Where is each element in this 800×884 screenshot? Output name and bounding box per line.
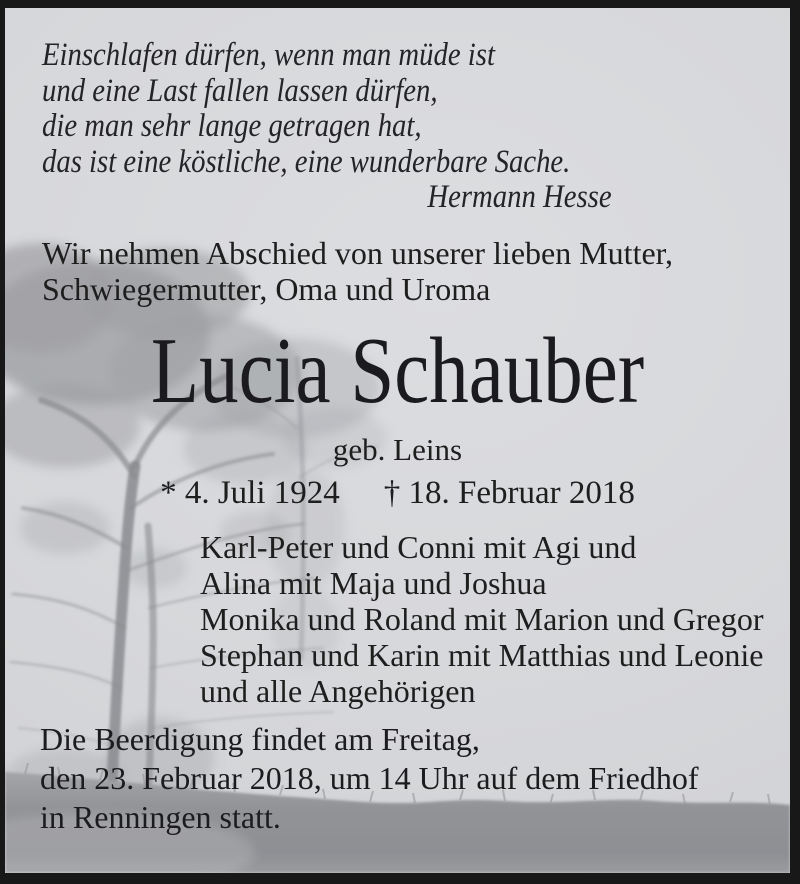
quote-line: die man sehr lange getragen hat, — [42, 108, 422, 144]
deceased-name: Lucia Schauber — [150, 319, 645, 423]
mourner-line: Monika und Roland mit Marion und Gregor — [200, 601, 764, 637]
notice-paper — [5, 8, 790, 873]
funeral-line: in Renningen statt. — [40, 799, 281, 835]
quote-block — [42, 38, 612, 216]
death-date: † 18. Februar 2018 — [383, 475, 635, 511]
notice-content — [5, 8, 790, 873]
mourner-line: Karl-Peter und Conni mit Agi und — [200, 529, 637, 565]
maiden-name: geb. Leins — [332, 432, 463, 467]
quote-attribution: Hermann Hesse — [427, 179, 612, 215]
intro-block — [42, 235, 673, 307]
intro-line: Wir nehmen Abschied von unserer lieben Mutter, — [42, 235, 674, 271]
mourner-line: Stephan und Karin mit Matthias und Leonie — [200, 637, 764, 673]
quote-line: und eine Last fallen lassen dürfen, — [42, 72, 438, 109]
quote-line: das ist eine köstliche, eine wunderbare Sache. — [42, 143, 571, 180]
intro-line: Schwiegermutter, Oma und Uroma — [42, 271, 491, 307]
mourner-line: und alle Angehörigen — [200, 673, 476, 709]
mourners-block — [200, 529, 763, 709]
mourner-line: Alina mit Maja und Joshua — [200, 565, 547, 601]
funeral-line: Die Beerdigung findet am Freitag, — [40, 721, 480, 757]
birth-date: * 4. Juli 1924 — [160, 475, 340, 511]
life-dates — [5, 475, 790, 512]
funeral-info — [40, 720, 699, 837]
funeral-line: den 23. Februar 2018, um 14 Uhr auf dem Friedhof — [40, 760, 699, 796]
quote-line: Einschlafen dürfen, wenn man müde ist — [42, 37, 495, 73]
